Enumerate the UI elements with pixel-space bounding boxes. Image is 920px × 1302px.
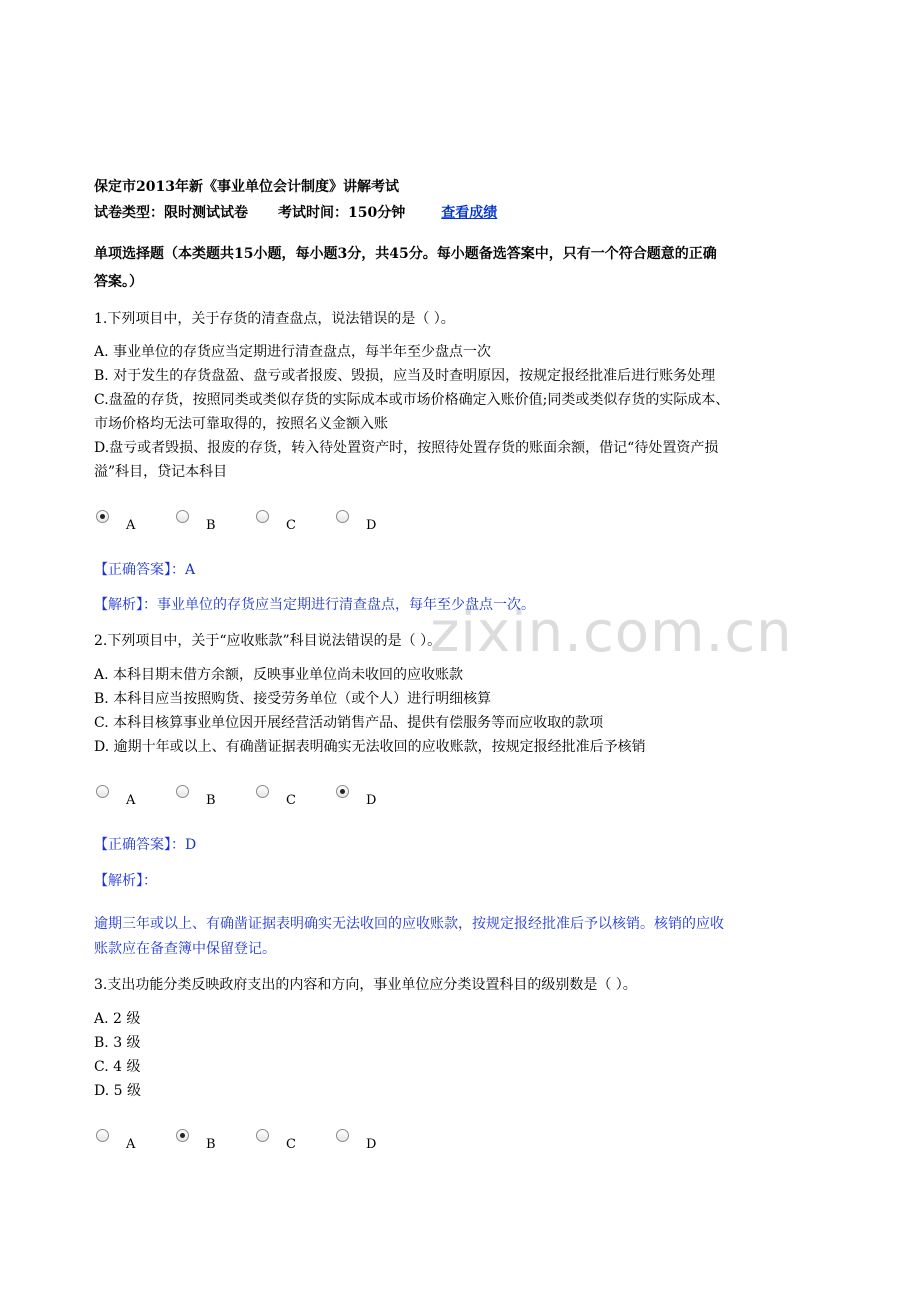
radio-label: C bbox=[286, 518, 296, 533]
radio-checked-icon[interactable] bbox=[176, 1129, 189, 1142]
question-3-option-c: C. 4 级 bbox=[94, 1059, 141, 1075]
radio-icon[interactable] bbox=[256, 510, 269, 523]
question-1-option-c-cont: 市场价格均无法可靠取得的，按照名义金额入账 bbox=[94, 416, 388, 432]
question-3-radio-c[interactable] bbox=[256, 1129, 316, 1159]
radio-icon[interactable] bbox=[336, 510, 349, 523]
question-1-option-d-cont: 溢”科目，贷记本科目 bbox=[94, 464, 228, 480]
view-score-link[interactable]: 查看成绩 bbox=[441, 205, 498, 221]
radio-label: B bbox=[206, 1137, 216, 1152]
radio-label: A bbox=[126, 1137, 136, 1152]
question-2-option-b: B. 本科目应当按照购货、接受劳务单位（或个人）进行明细核算 bbox=[94, 691, 492, 707]
radio-label: B bbox=[206, 518, 216, 533]
question-2-analysis-label: 【解析】： bbox=[94, 873, 157, 889]
radio-icon[interactable] bbox=[336, 1129, 349, 1142]
radio-icon[interactable] bbox=[96, 1129, 109, 1142]
exam-time: 考试时间：150分钟 bbox=[278, 205, 406, 221]
exam-title: 保定市2013年新《事业单位会计制度》讲解考试 bbox=[94, 179, 399, 195]
question-2-radio-c[interactable] bbox=[256, 785, 316, 815]
question-2-radio-a[interactable] bbox=[96, 785, 156, 815]
radio-label: A bbox=[126, 793, 136, 808]
question-1-option-b: B. 对于发生的存货盘盈、盘亏或者报废、毁损，应当及时查明原因，按规定报经批准后进行账务处理 bbox=[94, 368, 716, 384]
radio-icon[interactable] bbox=[176, 510, 189, 523]
radio-label: C bbox=[286, 793, 296, 808]
question-1-answer bbox=[94, 559, 195, 579]
question-1-option-c: C.盘盈的存货，按照同类或类似存货的实际成本或市场价格确定入账价值;同类或类似存货的实际成本、 bbox=[94, 392, 730, 408]
radio-icon[interactable] bbox=[176, 785, 189, 798]
answer-value: D bbox=[185, 837, 197, 853]
radio-label: C bbox=[286, 1137, 296, 1152]
question-2-option-d: D. 逾期十年或以上、有确凿证据表明确实无法收回的应收账款，按规定报经批准后予核销 bbox=[94, 739, 646, 755]
exam-meta bbox=[94, 202, 497, 222]
radio-label: D bbox=[366, 793, 377, 808]
radio-checked-icon[interactable] bbox=[96, 510, 109, 523]
question-1-option-d: D.盘亏或者毁损、报废的存货，转入待处置资产时，按照待处置存货的账面余额，借记“待处置资产损 bbox=[94, 440, 719, 456]
question-3-option-b: B. 3 级 bbox=[94, 1035, 141, 1051]
radio-checked-icon[interactable] bbox=[336, 785, 349, 798]
paper-type: 试卷类型：限时测试试卷 bbox=[94, 205, 248, 221]
question-2-stem: 2.下列项目中，关于“应收账款”科目说法错误的是（ ）。 bbox=[94, 633, 442, 649]
answer-value: A bbox=[185, 562, 196, 578]
question-2-analysis-line2: 账款应在备查簿中保留登记。 bbox=[94, 941, 276, 957]
question-2-answer bbox=[94, 834, 196, 854]
question-3-option-d: D. 5 级 bbox=[94, 1083, 141, 1099]
radio-label: D bbox=[366, 518, 377, 533]
question-1-radio-b[interactable] bbox=[176, 510, 236, 540]
question-3-stem: 3.支出功能分类反映政府支出的内容和方向，事业单位应分类设置科目的级别数是（ ）。 bbox=[94, 977, 637, 993]
radio-icon[interactable] bbox=[256, 785, 269, 798]
analysis-text: 事业单位的存货应当定期进行清查盘点，每年至少盘点一次。 bbox=[157, 597, 535, 613]
answer-label: 【正确答案】： bbox=[94, 562, 185, 578]
section-heading-line2: 答案。） bbox=[94, 274, 143, 290]
radio-icon[interactable] bbox=[96, 785, 109, 798]
question-3-radio-d[interactable] bbox=[336, 1129, 396, 1159]
question-2-option-c: C. 本科目核算事业单位因开展经营活动销售产品、提供有偿服务等而应收取的款项 bbox=[94, 715, 604, 731]
question-2-radio-b[interactable] bbox=[176, 785, 236, 815]
question-1-radio-c[interactable] bbox=[256, 510, 316, 540]
question-2-radio-d[interactable] bbox=[336, 785, 396, 815]
question-2-option-a: A. 本科目期末借方余额，反映事业单位尚未收回的应收账款 bbox=[94, 667, 464, 683]
radio-label: B bbox=[206, 793, 216, 808]
radio-icon[interactable] bbox=[256, 1129, 269, 1142]
watermark: zixin.com.cn bbox=[430, 600, 793, 665]
question-1-radio-d[interactable] bbox=[336, 510, 396, 540]
radio-label: D bbox=[366, 1137, 377, 1152]
question-3-radio-a[interactable] bbox=[96, 1129, 156, 1159]
section-heading-line1: 单项选择题（本类题共15小题，每小题3分，共45分。每小题备选答案中，只有一个符合题意的正确 bbox=[94, 246, 717, 262]
question-1-analysis bbox=[94, 594, 535, 614]
radio-label: A bbox=[126, 518, 136, 533]
answer-label: 【正确答案】： bbox=[94, 837, 185, 853]
question-2-analysis-line1: 逾期三年或以上、有确凿证据表明确实无法收回的应收账款，按规定报经批准后予以核销。核销的应收 bbox=[94, 916, 724, 932]
analysis-label: 【解析】： bbox=[94, 597, 157, 613]
question-1-stem: 1.下列项目中，关于存货的清查盘点，说法错误的是（ ）。 bbox=[94, 311, 455, 327]
question-1-option-a: A. 事业单位的存货应当定期进行清查盘点，每半年至少盘点一次 bbox=[94, 344, 492, 360]
question-1-radio-a[interactable] bbox=[96, 510, 156, 540]
question-3-radio-b[interactable] bbox=[176, 1129, 236, 1159]
question-3-option-a: A. 2 级 bbox=[94, 1011, 141, 1027]
